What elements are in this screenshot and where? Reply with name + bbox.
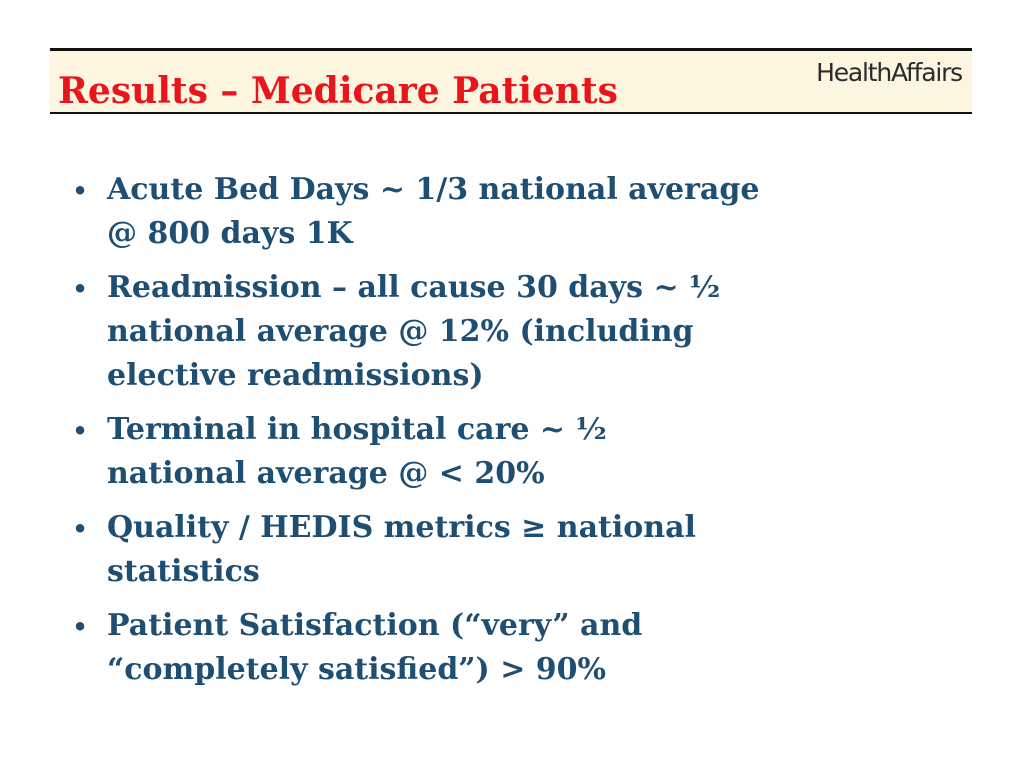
bullet-line: elective readmissions) (107, 358, 484, 393)
bullet-line: “completely satisfied”) > 90% (107, 652, 607, 687)
bullet-dot-icon: • (72, 417, 88, 445)
bullet-item (70, 506, 910, 594)
bullet-dot-icon: • (72, 275, 88, 303)
bullet-line: Acute Bed Days ~ 1/3 national average (107, 172, 760, 207)
bullet-dot-icon: • (72, 515, 88, 543)
bullet-item (70, 408, 910, 496)
bullet-line: @ 800 days 1K (107, 216, 353, 251)
bullet-line: Readmission – all cause 30 days ~ ½ (107, 270, 721, 305)
bullet-line: Quality / HEDIS metrics ≥ national (107, 510, 696, 545)
bullet-item (70, 266, 910, 398)
bullet-dot-icon: • (72, 613, 88, 641)
bullet-line: national average @ 12% (including (107, 314, 694, 349)
bullet-dot-icon: • (72, 177, 88, 205)
bullet-line: Patient Satisfaction (“very” and (107, 608, 643, 643)
health-affairs-logo: HealthAffairs (816, 58, 962, 87)
slide-title: Results – Medicare Patients (58, 70, 618, 112)
header-band (50, 48, 972, 114)
bullet-line: Terminal in hospital care ~ ½ (107, 412, 607, 447)
bullet-list (70, 168, 910, 702)
bullet-item (70, 604, 910, 692)
bullet-item (70, 168, 910, 256)
bullet-line: national average @ < 20% (107, 456, 545, 491)
bullet-line: statistics (107, 554, 260, 589)
